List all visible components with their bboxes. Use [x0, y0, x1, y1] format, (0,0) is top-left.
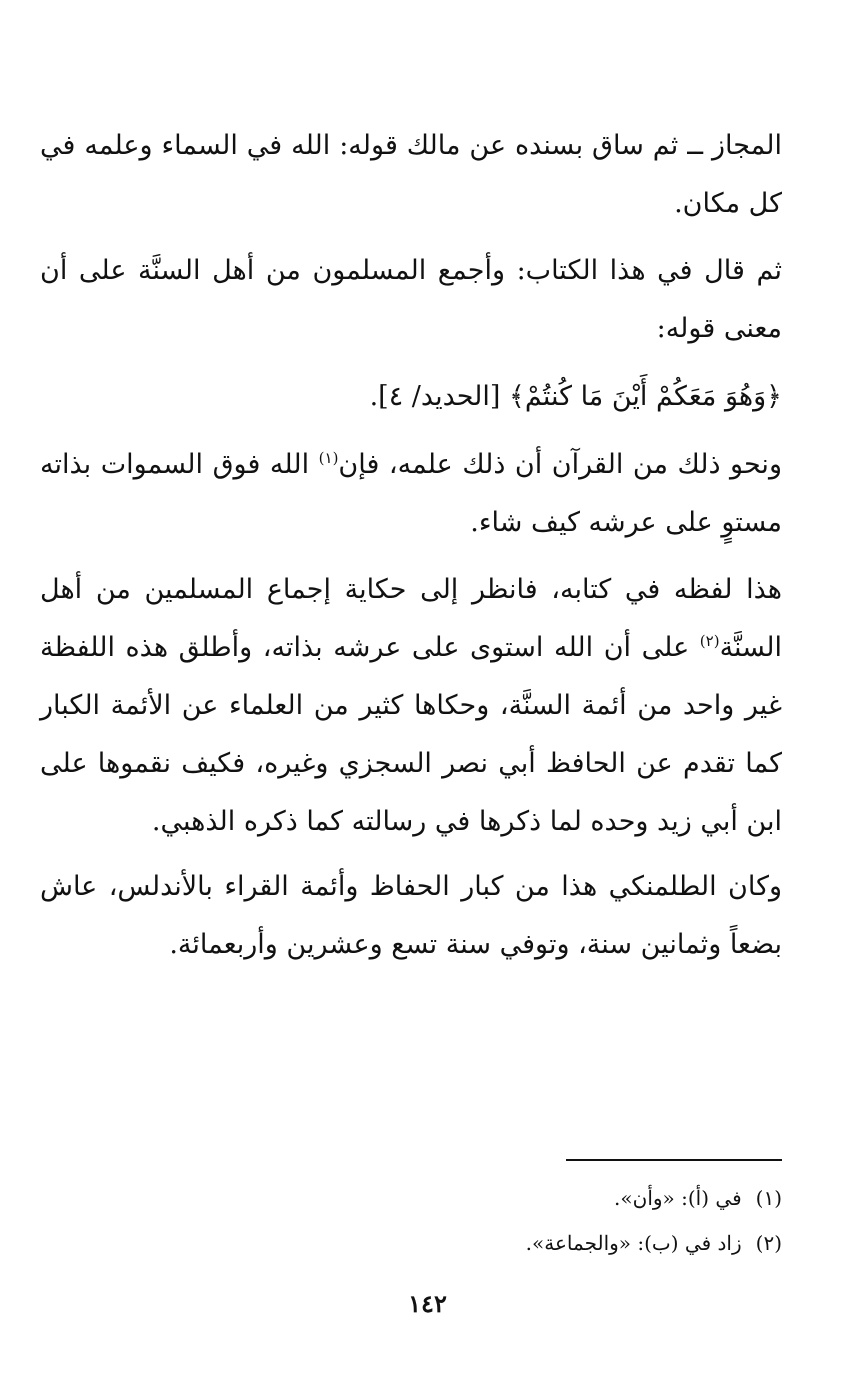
footnote-1-number: (١)	[755, 1186, 782, 1210]
footnote-ref-2: (٢)	[699, 632, 720, 650]
quran-verse: ﴿وَهُوَ مَعَكُمْ أَيْنَ مَا كُنتُمْ﴾	[509, 381, 782, 412]
paragraph-4-part-b: على أن الله استوى على عرشه بذاته، وأطلق هذه اللفظة غير واحد من أئمة السنَّة، وحكاها كثير من العلماء عن الأئمة الكبار كما تقدم عن الحافظ أبي نصر السجزي وغيره، فكيف نقموها على ابن أبي زيد وحده لما ذكرها في رسالته كما ذكره الذهبي.	[40, 632, 782, 837]
paragraph-3-part-a: ونحو ذلك من القرآن أن ذلك علمه، فإن	[338, 449, 782, 480]
page-number: ١٤٢	[408, 1289, 447, 1318]
footnote-divider	[566, 1159, 782, 1161]
verse-reference: [الحديد/ ٤].	[369, 381, 501, 412]
paragraph-5: وكان الطلمنكي هذا من كبار الحفاظ وأئمة القراء بالأندلس، عاش بضعاً وثمانين سنة، وتوفي سنة تسع وعشرين وأربعمائة.	[40, 871, 782, 960]
paragraph-4	[40, 561, 782, 851]
footnote-1-text: في (أ): «وأن».	[614, 1186, 742, 1210]
footnote-2-text: زاد في (ب): «والجماعة».	[525, 1231, 742, 1255]
footnote-1	[614, 1183, 782, 1213]
footnote-2	[526, 1228, 782, 1258]
footnote-2-number: (٢)	[755, 1231, 782, 1255]
paragraph-1: المجاز ــ ثم ساق بسنده عن مالك قوله: الله في السماء وعلمه في كل مكان.	[40, 130, 782, 219]
paragraph-4-part-a: هذا لفظه في كتابه، فانظر إلى حكاية إجماع المسلمين من أهل السنَّة	[40, 574, 782, 663]
paragraph-3	[40, 436, 782, 552]
paragraph-3-part-b: الله فوق السموات بذاته مستوٍ على عرشه كيف شاء.	[40, 449, 782, 538]
quran-verse-line	[370, 368, 782, 426]
paragraph-2: ثم قال في هذا الكتاب: وأجمع المسلمون من أهل السنَّة على أن معنى قوله:	[40, 255, 782, 344]
footnote-ref-1: (١)	[318, 449, 339, 467]
